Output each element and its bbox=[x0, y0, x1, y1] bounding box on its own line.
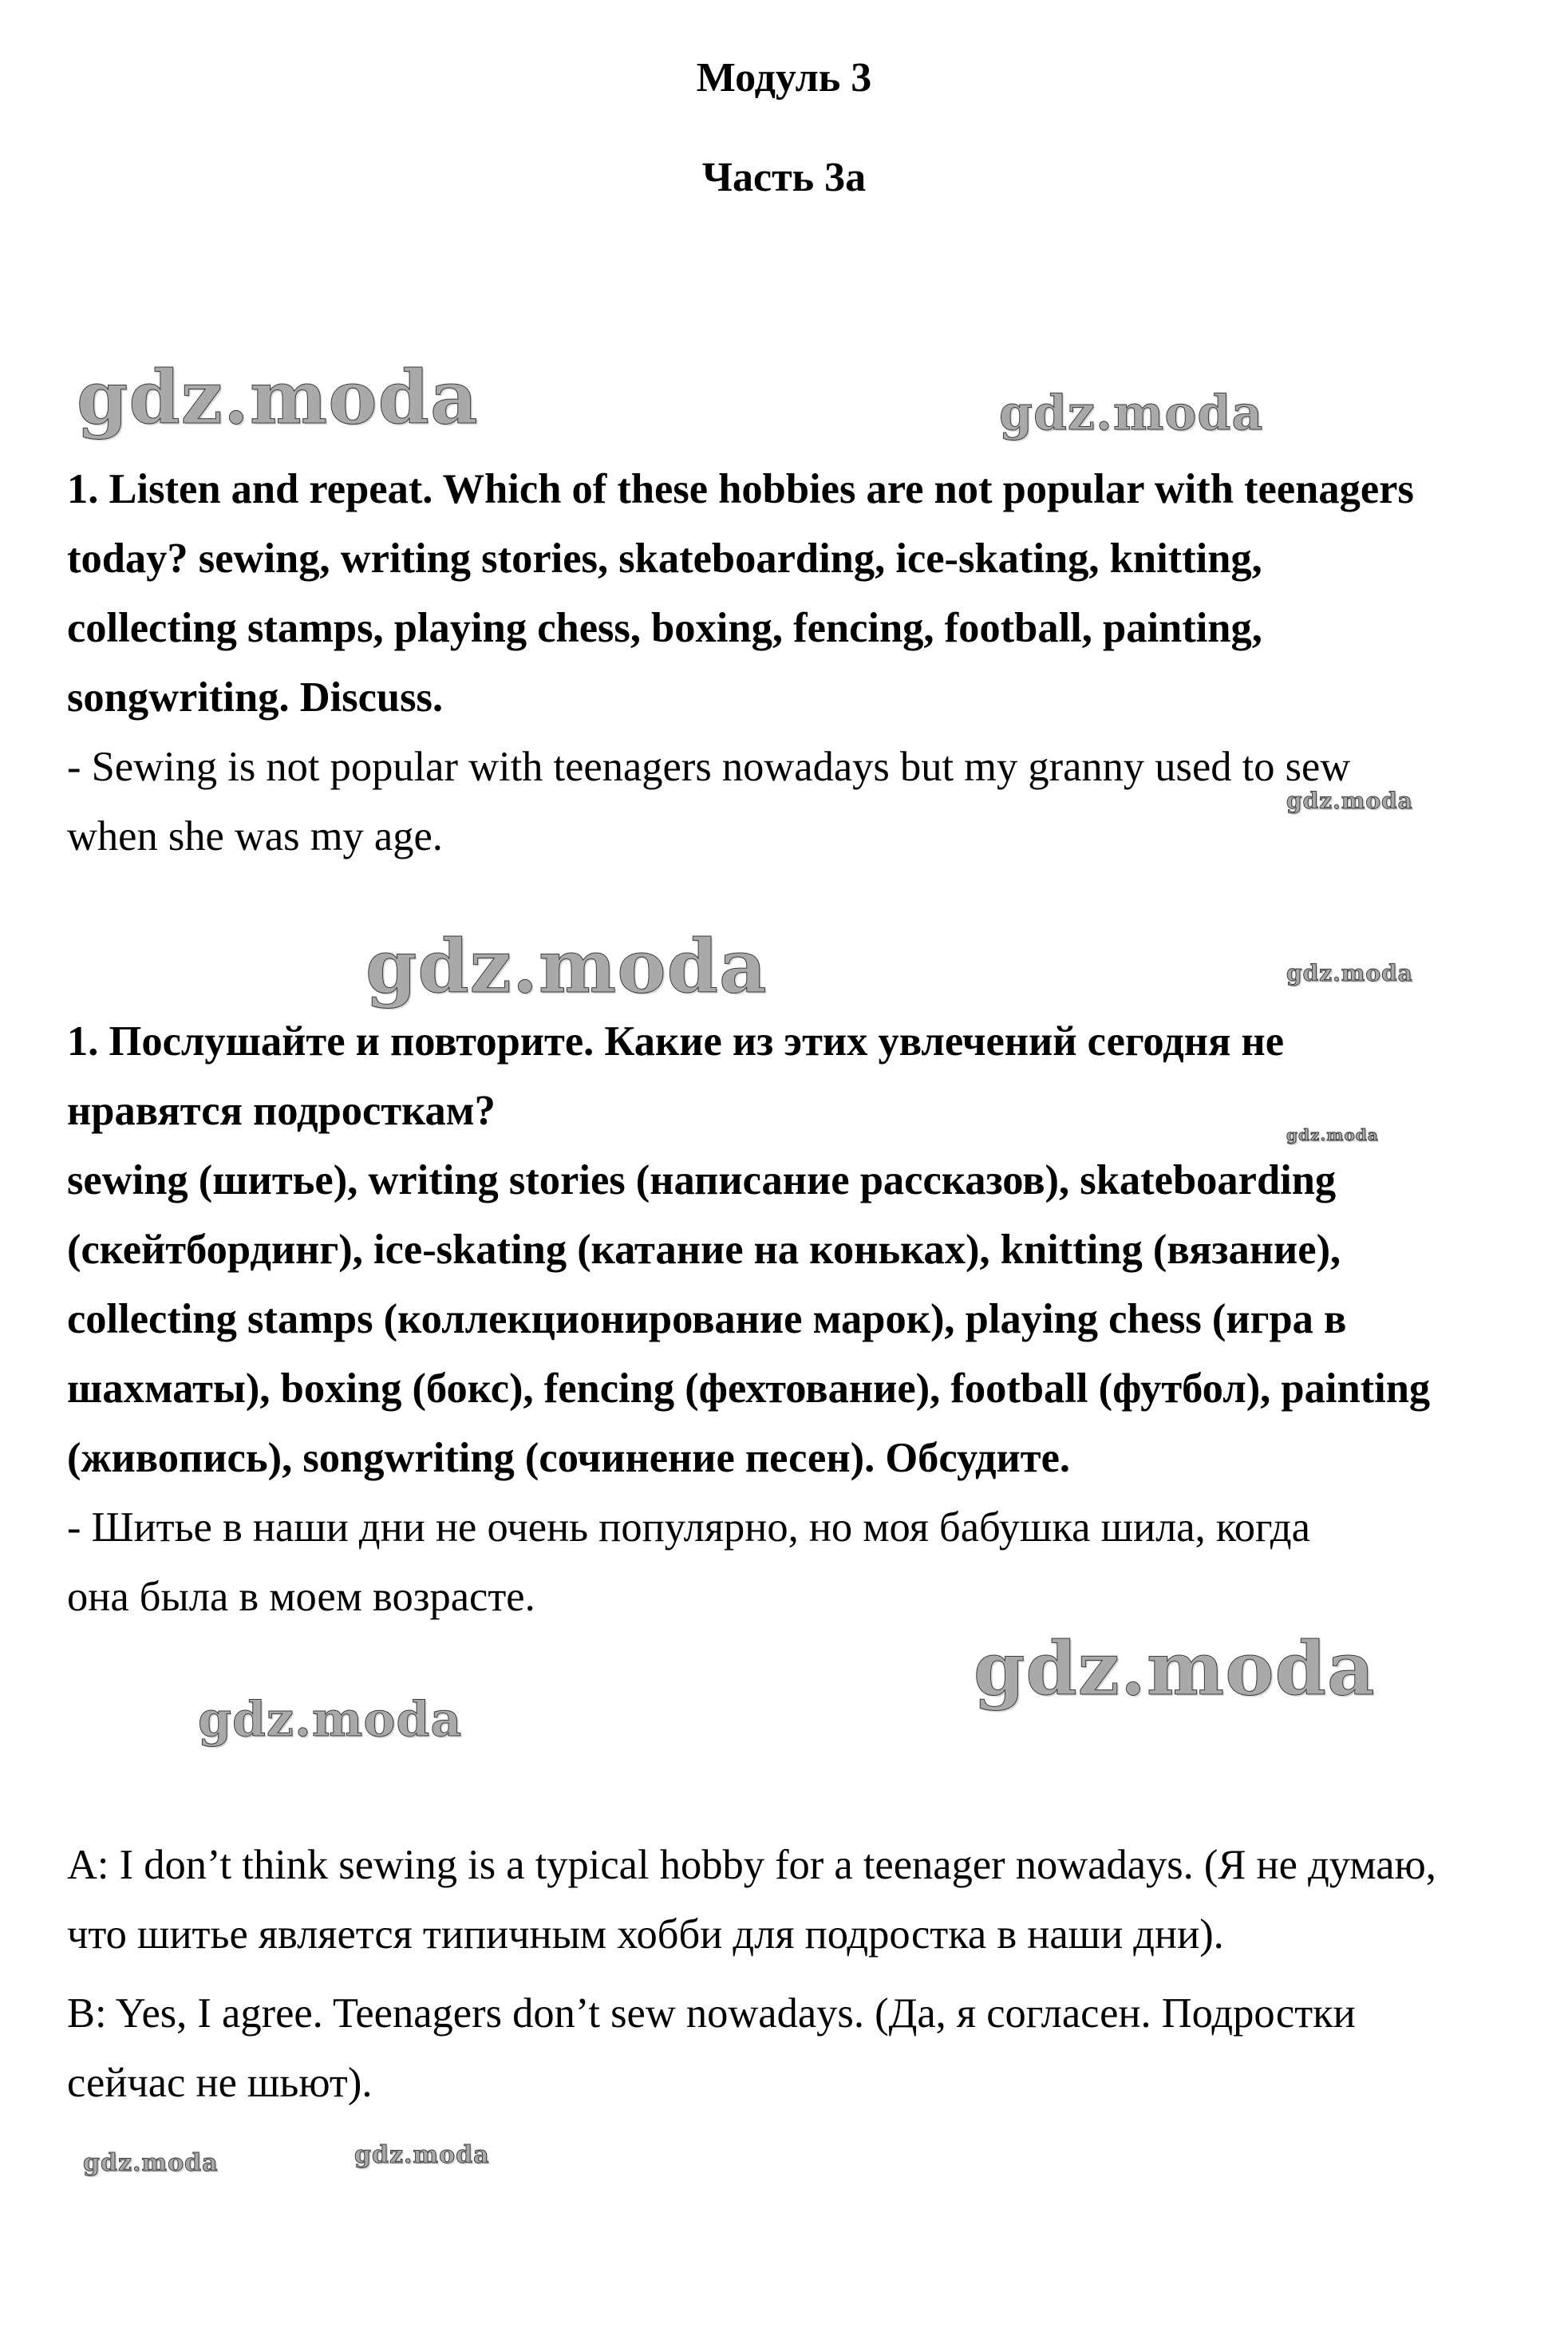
dialogue-line-b: B: Yes, I agree. Teenagers don’t sew nowadays. (Да, я согласен. Подростки сейчас не шьют). bbox=[67, 1990, 1356, 2106]
watermark: gdz.moda bbox=[365, 923, 768, 1010]
watermark: gdz.moda bbox=[999, 385, 1264, 441]
task-ru-prompt: 1. Послушайте и повторите. Какие из этих увлечений сегодня не нравятся подросткам? bbox=[67, 1018, 1285, 1134]
watermark: gdz.moda bbox=[354, 2141, 490, 2169]
task-ru bbox=[67, 1007, 1440, 1632]
dialogue-line-a: A: I don’t think sewing is a typical hobby for a teenager nowadays. (Я не думаю, что шитье является типичным хобби для подростка в наши дни). bbox=[67, 1842, 1436, 1958]
task-en-prompt: 1. Listen and repeat. Which of these hobbies are not popular with teenagers today? sewing, writing stories, skateboarding, ice-skating, knitting, collecting stamps, playing chess, boxing, fencing, football, painting, songwriting. Discuss. bbox=[67, 466, 1414, 721]
watermark: gdz.moda bbox=[83, 2149, 219, 2177]
watermark: gdz.moda bbox=[974, 1626, 1376, 1712]
task-ru-hobbies: sewing (шитье), writing stories (написание рассказов), skateboarding (скейтбординг), ice-skating (катание на коньках), knitting (вязание), collecting stamps (коллекционирование марок), playing chess (игра в шахматы), boxing (бокс), fencing (фехтование), football (футбол), painting (живопись), songwriting (сочинение песен). Обсудите. bbox=[67, 1157, 1431, 1481]
watermark: gdz.moda bbox=[77, 354, 479, 441]
part-title: Часть 3a bbox=[701, 155, 867, 200]
task-ru-answer: - Шитье в наши дни не очень популярно, но моя бабушка шила, когда она была в моем возрасте. bbox=[67, 1504, 1310, 1620]
dialogue bbox=[67, 1831, 1440, 2118]
module-title: Модуль 3 bbox=[696, 55, 872, 101]
watermark: gdz.moda bbox=[1286, 1125, 1379, 1144]
watermark: gdz.moda bbox=[198, 1692, 463, 1748]
task-en-answer: - Sewing is not popular with teenagers nowadays but my granny used to sew when she was my age. bbox=[67, 744, 1351, 859]
watermark: gdz.moda bbox=[1286, 960, 1413, 986]
task-en bbox=[67, 455, 1440, 871]
watermark: gdz.moda bbox=[1286, 788, 1413, 814]
